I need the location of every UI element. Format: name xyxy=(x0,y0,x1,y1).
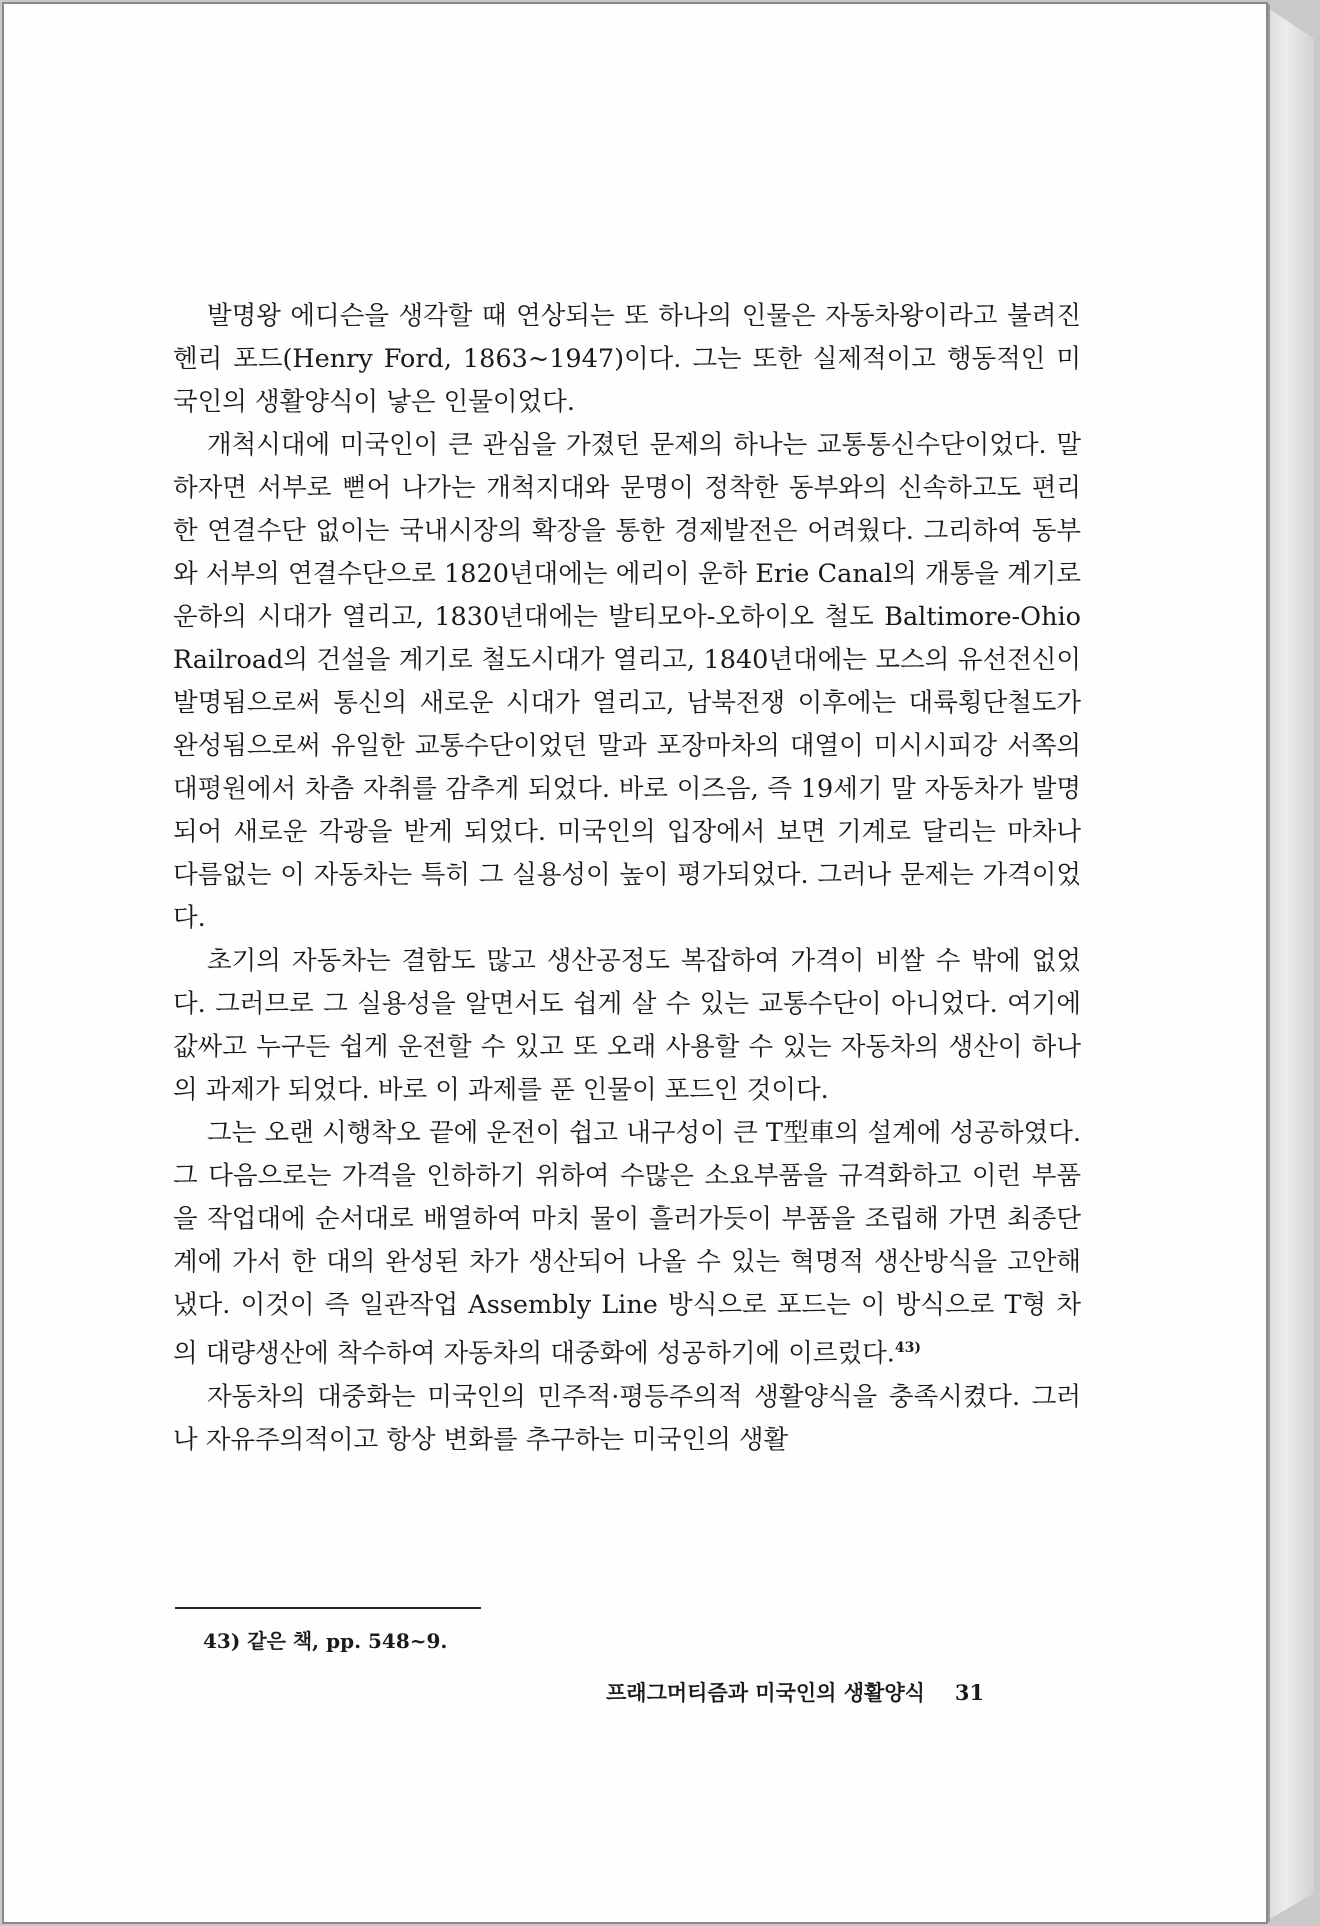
running-header xyxy=(606,1677,984,1707)
paragraph-2: 개척시대에 미국인이 큰 관심을 가졌던 문제의 하나는 교통통신수단이었다. 말하자면 서부로 뻗어 나가는 개척지대와 문명이 정착한 동부와의 신속하고도 편리한 연결수단 없이는 국내시장의 확장을 통한 경제발전은 어려웠다. 그리하여 동부와 서부의 연결수단으로 1820년대에는 에리이 운하 Erie Canal의 개통을 계기로 운하의 시대가 열리고, 1830년대에는 발티모아-오하이오 철도 Baltimore-Ohio Railroad의 건설을 계기로 철도시대가 열리고, 1840년대에는 모스의 유선전신이 발명됨으로써 통신의 새로운 시대가 열리고, 남북전쟁 이후에는 대륙횡단철도가 완성됨으로써 유일한 교통수단이었던 말과 포장마차의 대열이 미시시피강 서쪽의 대평원에서 차츰 자취를 감추게 되었다. 바로 이즈음, 즉 19세기 말 자동차가 발명되어 새로운 각광을 받게 되었다. 미국인의 입장에서 보면 기계로 달리는 마차나 다름없는 이 자동차는 특히 그 실용성이 높이 평가되었다. 그러나 문제는 가격이었다. xyxy=(173,430,1081,933)
paragraph-3: 초기의 자동차는 결함도 많고 생산공정도 복잡하여 가격이 비쌀 수 밖에 없었다. 그러므로 그 실용성을 알면서도 쉽게 살 수 있는 교통수단이 아니었다. 여기에 값싸고 누구든 쉽게 운전할 수 있고 또 오래 사용할 수 있는 자동차의 생산이 하나의 과제가 되었다. 바로 이 과제를 푼 인물이 포드인 것이다. xyxy=(173,946,1081,1105)
page-number: 31 xyxy=(954,1680,985,1705)
paragraph-1: 발명왕 에디슨을 생각할 때 연상되는 또 하나의 인물은 자동차왕이라고 불려진 헨리 포드(Henry Ford, 1863~1947)이다. 그는 또한 실제적이고 행동적인 미국인의 생활양식이 낳은 인물이었다. xyxy=(173,301,1081,417)
page-edge-line xyxy=(1268,4,1270,1922)
footnote: 43) 같은 책, pp. 548~9. xyxy=(203,1629,448,1653)
page-edge xyxy=(1268,8,1314,1920)
running-header-title: 프래그머티즘과 미국인의 생활양식 xyxy=(606,1680,925,1705)
body-text xyxy=(173,295,1081,1462)
paragraph-4 xyxy=(173,1112,1081,1376)
paragraph-5: 자동차의 대중화는 미국인의 민주적·평등주의적 생활양식을 충족시켰다. 그러나 자유주의적이고 항상 변화를 추구하는 미국인의 생활 xyxy=(173,1381,1081,1455)
footnote-rule xyxy=(175,1607,481,1609)
footnote-ref: 43) xyxy=(894,1340,921,1356)
paragraph-4-text: 그는 오랜 시행착오 끝에 운전이 쉽고 내구성이 큰 T型車의 설계에 성공하였다. 그 다음으로는 가격을 인하하기 위하여 수많은 소요부품을 규격화하고 이런 부품을 작업대에 순서대로 배열하여 마치 물이 흘러가듯이 부품을 조립해 가면 최종단계에 가서 한 대의 완성된 차가 생산되어 나올 수 있는 혁명적 생산방식을 고안해냈다. 이것이 즉 일관작업 Assembly Line 방식으로 포드는 이 방식으로 T형 차의 대량생산에 착수하여 자동차의 대중화에 성공하기에 이르렀다. xyxy=(173,1118,1081,1369)
